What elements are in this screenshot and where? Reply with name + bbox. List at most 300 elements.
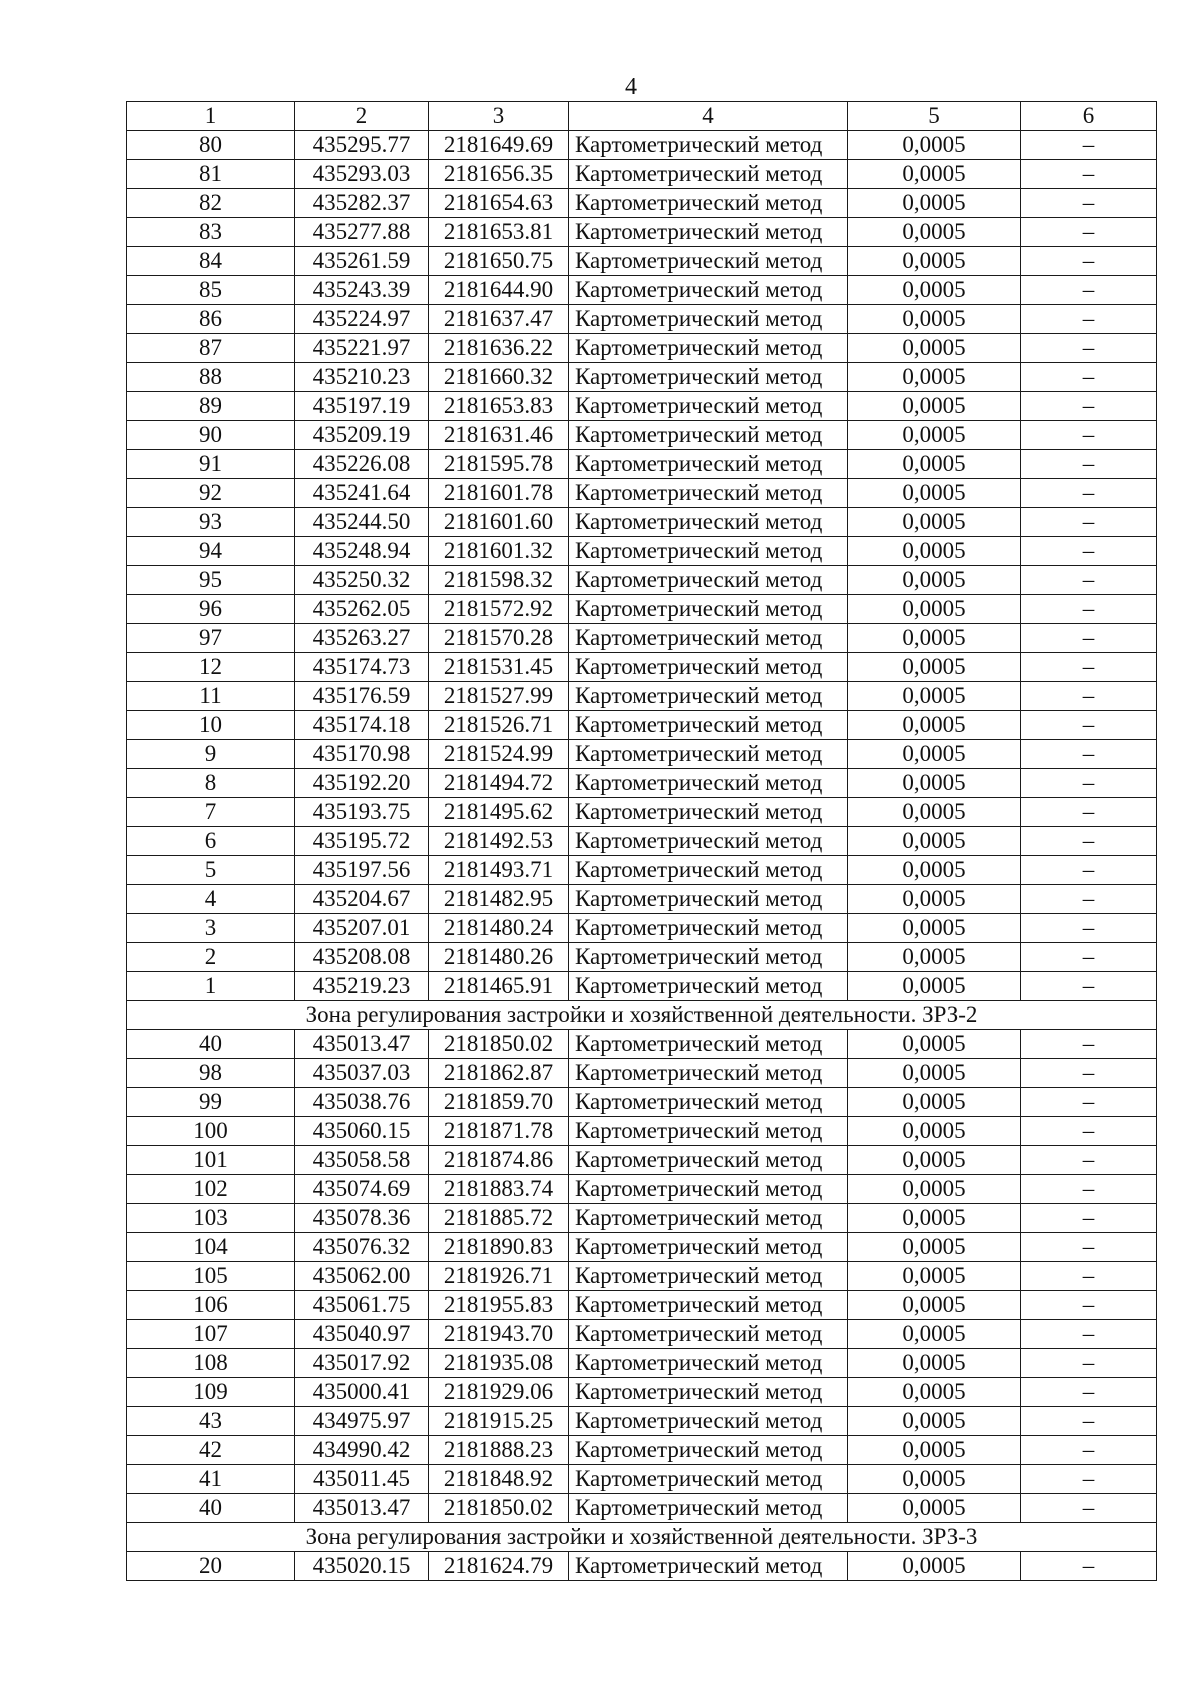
precision-cell: 0,0005 (848, 1088, 1021, 1117)
method-cell: Картометрический метод (569, 305, 848, 334)
y-coordinate-cell: 2181598.32 (429, 566, 569, 595)
x-coordinate-cell: 434990.42 (295, 1436, 429, 1465)
point-number-cell: 85 (127, 276, 295, 305)
x-coordinate-cell: 435013.47 (295, 1030, 429, 1059)
point-number-cell: 81 (127, 160, 295, 189)
zone-header-row (127, 1001, 1157, 1030)
point-number-cell: 87 (127, 334, 295, 363)
x-coordinate-cell: 435244.50 (295, 508, 429, 537)
table-row (127, 247, 1157, 276)
precision-cell: 0,0005 (848, 1494, 1021, 1523)
x-coordinate-cell: 435174.18 (295, 711, 429, 740)
header-cell: 5 (848, 102, 1021, 131)
y-coordinate-cell: 2181656.35 (429, 160, 569, 189)
method-cell: Картометрический метод (569, 1465, 848, 1494)
x-coordinate-cell: 435261.59 (295, 247, 429, 276)
note-cell: – (1021, 1262, 1157, 1291)
table-row (127, 1204, 1157, 1233)
precision-cell: 0,0005 (848, 595, 1021, 624)
zone-title: Зона регулирования застройки и хозяйственной деятельности. ЗРЗ-2 (127, 1001, 1157, 1030)
table-row (127, 595, 1157, 624)
point-number-cell: 1 (127, 972, 295, 1001)
x-coordinate-cell: 435174.73 (295, 653, 429, 682)
precision-cell: 0,0005 (848, 247, 1021, 276)
precision-cell: 0,0005 (848, 305, 1021, 334)
y-coordinate-cell: 2181493.71 (429, 856, 569, 885)
table-row (127, 1088, 1157, 1117)
point-number-cell: 83 (127, 218, 295, 247)
precision-cell: 0,0005 (848, 392, 1021, 421)
x-coordinate-cell: 435170.98 (295, 740, 429, 769)
y-coordinate-cell: 2181929.06 (429, 1378, 569, 1407)
y-coordinate-cell: 2181624.79 (429, 1552, 569, 1581)
point-number-cell: 104 (127, 1233, 295, 1262)
precision-cell: 0,0005 (848, 1146, 1021, 1175)
point-number-cell: 42 (127, 1436, 295, 1465)
point-number-cell: 103 (127, 1204, 295, 1233)
method-cell: Картометрический метод (569, 769, 848, 798)
precision-cell: 0,0005 (848, 827, 1021, 856)
x-coordinate-cell: 435038.76 (295, 1088, 429, 1117)
note-cell: – (1021, 740, 1157, 769)
precision-cell: 0,0005 (848, 711, 1021, 740)
y-coordinate-cell: 2181859.70 (429, 1088, 569, 1117)
precision-cell: 0,0005 (848, 682, 1021, 711)
y-coordinate-cell: 2181526.71 (429, 711, 569, 740)
method-cell: Картометрический метод (569, 276, 848, 305)
y-coordinate-cell: 2181871.78 (429, 1117, 569, 1146)
point-number-cell: 108 (127, 1349, 295, 1378)
point-number-cell: 106 (127, 1291, 295, 1320)
point-number-cell: 97 (127, 624, 295, 653)
y-coordinate-cell: 2181601.60 (429, 508, 569, 537)
method-cell: Картометрический метод (569, 653, 848, 682)
point-number-cell: 93 (127, 508, 295, 537)
precision-cell: 0,0005 (848, 624, 1021, 653)
y-coordinate-cell: 2181935.08 (429, 1349, 569, 1378)
precision-cell: 0,0005 (848, 1320, 1021, 1349)
note-cell: – (1021, 1146, 1157, 1175)
point-number-cell: 105 (127, 1262, 295, 1291)
y-coordinate-cell: 2181601.32 (429, 537, 569, 566)
x-coordinate-cell: 435076.32 (295, 1233, 429, 1262)
note-cell: – (1021, 508, 1157, 537)
x-coordinate-cell: 435020.15 (295, 1552, 429, 1581)
note-cell: – (1021, 827, 1157, 856)
x-coordinate-cell: 435040.97 (295, 1320, 429, 1349)
point-number-cell: 2 (127, 943, 295, 972)
point-number-cell: 40 (127, 1494, 295, 1523)
precision-cell: 0,0005 (848, 363, 1021, 392)
table-row (127, 1175, 1157, 1204)
note-cell: – (1021, 421, 1157, 450)
x-coordinate-cell: 435192.20 (295, 769, 429, 798)
table-row (127, 334, 1157, 363)
precision-cell: 0,0005 (848, 479, 1021, 508)
x-coordinate-cell: 435241.64 (295, 479, 429, 508)
x-coordinate-cell: 435221.97 (295, 334, 429, 363)
y-coordinate-cell: 2181888.23 (429, 1436, 569, 1465)
table-body (127, 131, 1157, 1581)
note-cell: – (1021, 566, 1157, 595)
y-coordinate-cell: 2181660.32 (429, 363, 569, 392)
table-row (127, 1117, 1157, 1146)
x-coordinate-cell: 435207.01 (295, 914, 429, 943)
y-coordinate-cell: 2181637.47 (429, 305, 569, 334)
table-row (127, 682, 1157, 711)
point-number-cell: 98 (127, 1059, 295, 1088)
table-row (127, 566, 1157, 595)
y-coordinate-cell: 2181570.28 (429, 624, 569, 653)
precision-cell: 0,0005 (848, 1262, 1021, 1291)
precision-cell: 0,0005 (848, 189, 1021, 218)
method-cell: Картометрический метод (569, 624, 848, 653)
note-cell: – (1021, 1407, 1157, 1436)
table-row (127, 798, 1157, 827)
method-cell: Картометрический метод (569, 479, 848, 508)
x-coordinate-cell: 435248.94 (295, 537, 429, 566)
method-cell: Картометрический метод (569, 972, 848, 1001)
y-coordinate-cell: 2181915.25 (429, 1407, 569, 1436)
y-coordinate-cell: 2181850.02 (429, 1494, 569, 1523)
table-row (127, 885, 1157, 914)
table-row (127, 827, 1157, 856)
point-number-cell: 80 (127, 131, 295, 160)
method-cell: Картометрический метод (569, 1233, 848, 1262)
method-cell: Картометрический метод (569, 740, 848, 769)
table-row (127, 1262, 1157, 1291)
note-cell: – (1021, 1059, 1157, 1088)
precision-cell: 0,0005 (848, 131, 1021, 160)
note-cell: – (1021, 450, 1157, 479)
x-coordinate-cell: 435078.36 (295, 1204, 429, 1233)
y-coordinate-cell: 2181531.45 (429, 653, 569, 682)
x-coordinate-cell: 435058.58 (295, 1146, 429, 1175)
note-cell: – (1021, 711, 1157, 740)
point-number-cell: 12 (127, 653, 295, 682)
note-cell: – (1021, 189, 1157, 218)
y-coordinate-cell: 2181601.78 (429, 479, 569, 508)
note-cell: – (1021, 914, 1157, 943)
table-row (127, 1407, 1157, 1436)
method-cell: Картометрический метод (569, 1436, 848, 1465)
method-cell: Картометрический метод (569, 1059, 848, 1088)
point-number-cell: 10 (127, 711, 295, 740)
y-coordinate-cell: 2181480.26 (429, 943, 569, 972)
precision-cell: 0,0005 (848, 1436, 1021, 1465)
header-cell: 3 (429, 102, 569, 131)
point-number-cell: 7 (127, 798, 295, 827)
precision-cell: 0,0005 (848, 740, 1021, 769)
x-coordinate-cell: 435176.59 (295, 682, 429, 711)
method-cell: Картометрический метод (569, 1030, 848, 1059)
method-cell: Картометрический метод (569, 682, 848, 711)
table-row (127, 711, 1157, 740)
method-cell: Картометрический метод (569, 1175, 848, 1204)
y-coordinate-cell: 2181649.69 (429, 131, 569, 160)
table-row (127, 1494, 1157, 1523)
x-coordinate-cell: 435197.19 (295, 392, 429, 421)
y-coordinate-cell: 2181848.92 (429, 1465, 569, 1494)
x-coordinate-cell: 435011.45 (295, 1465, 429, 1494)
table-row (127, 479, 1157, 508)
note-cell: – (1021, 305, 1157, 334)
note-cell: – (1021, 131, 1157, 160)
point-number-cell: 84 (127, 247, 295, 276)
table-row (127, 218, 1157, 247)
x-coordinate-cell: 435061.75 (295, 1291, 429, 1320)
method-cell: Картометрический метод (569, 1320, 848, 1349)
x-coordinate-cell: 435295.77 (295, 131, 429, 160)
method-cell: Картометрический метод (569, 1291, 848, 1320)
y-coordinate-cell: 2181885.72 (429, 1204, 569, 1233)
x-coordinate-cell: 435250.32 (295, 566, 429, 595)
note-cell: – (1021, 1233, 1157, 1262)
coordinates-table (126, 101, 1157, 1581)
point-number-cell: 96 (127, 595, 295, 624)
precision-cell: 0,0005 (848, 914, 1021, 943)
x-coordinate-cell: 435060.15 (295, 1117, 429, 1146)
y-coordinate-cell: 2181653.83 (429, 392, 569, 421)
note-cell: – (1021, 1030, 1157, 1059)
note-cell: – (1021, 1320, 1157, 1349)
note-cell: – (1021, 1552, 1157, 1581)
note-cell: – (1021, 1378, 1157, 1407)
x-coordinate-cell: 435277.88 (295, 218, 429, 247)
y-coordinate-cell: 2181650.75 (429, 247, 569, 276)
table-row (127, 1378, 1157, 1407)
x-coordinate-cell: 435226.08 (295, 450, 429, 479)
method-cell: Картометрический метод (569, 1378, 848, 1407)
precision-cell: 0,0005 (848, 1291, 1021, 1320)
note-cell: – (1021, 1204, 1157, 1233)
note-cell: – (1021, 334, 1157, 363)
x-coordinate-cell: 435208.08 (295, 943, 429, 972)
point-number-cell: 95 (127, 566, 295, 595)
y-coordinate-cell: 2181480.24 (429, 914, 569, 943)
x-coordinate-cell: 435263.27 (295, 624, 429, 653)
note-cell: – (1021, 1088, 1157, 1117)
table-row (127, 363, 1157, 392)
method-cell: Картометрический метод (569, 247, 848, 276)
point-number-cell: 94 (127, 537, 295, 566)
x-coordinate-cell: 435243.39 (295, 276, 429, 305)
note-cell: – (1021, 1494, 1157, 1523)
method-cell: Картометрический метод (569, 1204, 848, 1233)
page-number: 4 (625, 74, 637, 100)
point-number-cell: 89 (127, 392, 295, 421)
precision-cell: 0,0005 (848, 508, 1021, 537)
note-cell: – (1021, 1175, 1157, 1204)
table-row (127, 1291, 1157, 1320)
method-cell: Картометрический метод (569, 1088, 848, 1117)
precision-cell: 0,0005 (848, 1233, 1021, 1262)
point-number-cell: 109 (127, 1378, 295, 1407)
table-row (127, 653, 1157, 682)
header-cell: 4 (569, 102, 848, 131)
note-cell: – (1021, 769, 1157, 798)
table-row (127, 450, 1157, 479)
y-coordinate-cell: 2181524.99 (429, 740, 569, 769)
method-cell: Картометрический метод (569, 508, 848, 537)
table-row (127, 624, 1157, 653)
y-coordinate-cell: 2181926.71 (429, 1262, 569, 1291)
method-cell: Картометрический метод (569, 1146, 848, 1175)
table-row (127, 1030, 1157, 1059)
table-row (127, 740, 1157, 769)
y-coordinate-cell: 2181955.83 (429, 1291, 569, 1320)
table-row (127, 856, 1157, 885)
precision-cell: 0,0005 (848, 421, 1021, 450)
y-coordinate-cell: 2181527.99 (429, 682, 569, 711)
table-row (127, 1552, 1157, 1581)
method-cell: Картометрический метод (569, 1262, 848, 1291)
method-cell: Картометрический метод (569, 537, 848, 566)
precision-cell: 0,0005 (848, 972, 1021, 1001)
y-coordinate-cell: 2181494.72 (429, 769, 569, 798)
table-row (127, 914, 1157, 943)
point-number-cell: 90 (127, 421, 295, 450)
note-cell: – (1021, 1291, 1157, 1320)
method-cell: Картометрический метод (569, 131, 848, 160)
table-row (127, 1465, 1157, 1494)
header-cell: 1 (127, 102, 295, 131)
precision-cell: 0,0005 (848, 1175, 1021, 1204)
method-cell: Картометрический метод (569, 218, 848, 247)
precision-cell: 0,0005 (848, 1465, 1021, 1494)
x-coordinate-cell: 435210.23 (295, 363, 429, 392)
y-coordinate-cell: 2181874.86 (429, 1146, 569, 1175)
method-cell: Картометрический метод (569, 363, 848, 392)
method-cell: Картометрический метод (569, 885, 848, 914)
note-cell: – (1021, 1436, 1157, 1465)
x-coordinate-cell: 435262.05 (295, 595, 429, 624)
y-coordinate-cell: 2181595.78 (429, 450, 569, 479)
point-number-cell: 4 (127, 885, 295, 914)
note-cell: – (1021, 798, 1157, 827)
y-coordinate-cell: 2181883.74 (429, 1175, 569, 1204)
point-number-cell: 101 (127, 1146, 295, 1175)
y-coordinate-cell: 2181482.95 (429, 885, 569, 914)
precision-cell: 0,0005 (848, 856, 1021, 885)
y-coordinate-cell: 2181572.92 (429, 595, 569, 624)
zone-header-row (127, 1523, 1157, 1552)
precision-cell: 0,0005 (848, 1552, 1021, 1581)
note-cell: – (1021, 1349, 1157, 1378)
x-coordinate-cell: 435013.47 (295, 1494, 429, 1523)
table-row (127, 1233, 1157, 1262)
x-coordinate-cell: 435074.69 (295, 1175, 429, 1204)
method-cell: Картометрический метод (569, 421, 848, 450)
y-coordinate-cell: 2181890.83 (429, 1233, 569, 1262)
precision-cell: 0,0005 (848, 1117, 1021, 1146)
point-number-cell: 11 (127, 682, 295, 711)
method-cell: Картометрический метод (569, 392, 848, 421)
note-cell: – (1021, 160, 1157, 189)
precision-cell: 0,0005 (848, 450, 1021, 479)
table-row (127, 189, 1157, 218)
x-coordinate-cell: 435062.00 (295, 1262, 429, 1291)
method-cell: Картометрический метод (569, 450, 848, 479)
precision-cell: 0,0005 (848, 537, 1021, 566)
precision-cell: 0,0005 (848, 885, 1021, 914)
precision-cell: 0,0005 (848, 798, 1021, 827)
y-coordinate-cell: 2181465.91 (429, 972, 569, 1001)
method-cell: Картометрический метод (569, 1552, 848, 1581)
y-coordinate-cell: 2181492.53 (429, 827, 569, 856)
precision-cell: 0,0005 (848, 1349, 1021, 1378)
table-row (127, 131, 1157, 160)
precision-cell: 0,0005 (848, 769, 1021, 798)
table-row (127, 1059, 1157, 1088)
note-cell: – (1021, 276, 1157, 305)
note-cell: – (1021, 653, 1157, 682)
y-coordinate-cell: 2181862.87 (429, 1059, 569, 1088)
table-row (127, 537, 1157, 566)
x-coordinate-cell: 435204.67 (295, 885, 429, 914)
note-cell: – (1021, 595, 1157, 624)
header-row (127, 102, 1157, 131)
table-row (127, 276, 1157, 305)
point-number-cell: 86 (127, 305, 295, 334)
x-coordinate-cell: 435282.37 (295, 189, 429, 218)
method-cell: Картометрический метод (569, 1494, 848, 1523)
precision-cell: 0,0005 (848, 1378, 1021, 1407)
point-number-cell: 88 (127, 363, 295, 392)
method-cell: Картометрический метод (569, 1117, 848, 1146)
y-coordinate-cell: 2181495.62 (429, 798, 569, 827)
precision-cell: 0,0005 (848, 1407, 1021, 1436)
method-cell: Картометрический метод (569, 827, 848, 856)
table-row (127, 508, 1157, 537)
precision-cell: 0,0005 (848, 566, 1021, 595)
table-row (127, 943, 1157, 972)
point-number-cell: 41 (127, 1465, 295, 1494)
method-cell: Картометрический метод (569, 914, 848, 943)
method-cell: Картометрический метод (569, 798, 848, 827)
precision-cell: 0,0005 (848, 334, 1021, 363)
method-cell: Картометрический метод (569, 334, 848, 363)
point-number-cell: 6 (127, 827, 295, 856)
point-number-cell: 99 (127, 1088, 295, 1117)
table-row (127, 160, 1157, 189)
header-cell: 2 (295, 102, 429, 131)
y-coordinate-cell: 2181850.02 (429, 1030, 569, 1059)
table-row (127, 769, 1157, 798)
note-cell: – (1021, 218, 1157, 247)
method-cell: Картометрический метод (569, 1349, 848, 1378)
method-cell: Картометрический метод (569, 711, 848, 740)
x-coordinate-cell: 435219.23 (295, 972, 429, 1001)
precision-cell: 0,0005 (848, 160, 1021, 189)
x-coordinate-cell: 434975.97 (295, 1407, 429, 1436)
y-coordinate-cell: 2181653.81 (429, 218, 569, 247)
method-cell: Картометрический метод (569, 856, 848, 885)
point-number-cell: 43 (127, 1407, 295, 1436)
table-row (127, 392, 1157, 421)
table-row (127, 1349, 1157, 1378)
x-coordinate-cell: 435197.56 (295, 856, 429, 885)
precision-cell: 0,0005 (848, 1030, 1021, 1059)
method-cell: Картометрический метод (569, 595, 848, 624)
point-number-cell: 8 (127, 769, 295, 798)
point-number-cell: 40 (127, 1030, 295, 1059)
method-cell: Картометрический метод (569, 1407, 848, 1436)
precision-cell: 0,0005 (848, 943, 1021, 972)
note-cell: – (1021, 537, 1157, 566)
x-coordinate-cell: 435037.03 (295, 1059, 429, 1088)
x-coordinate-cell: 435224.97 (295, 305, 429, 334)
